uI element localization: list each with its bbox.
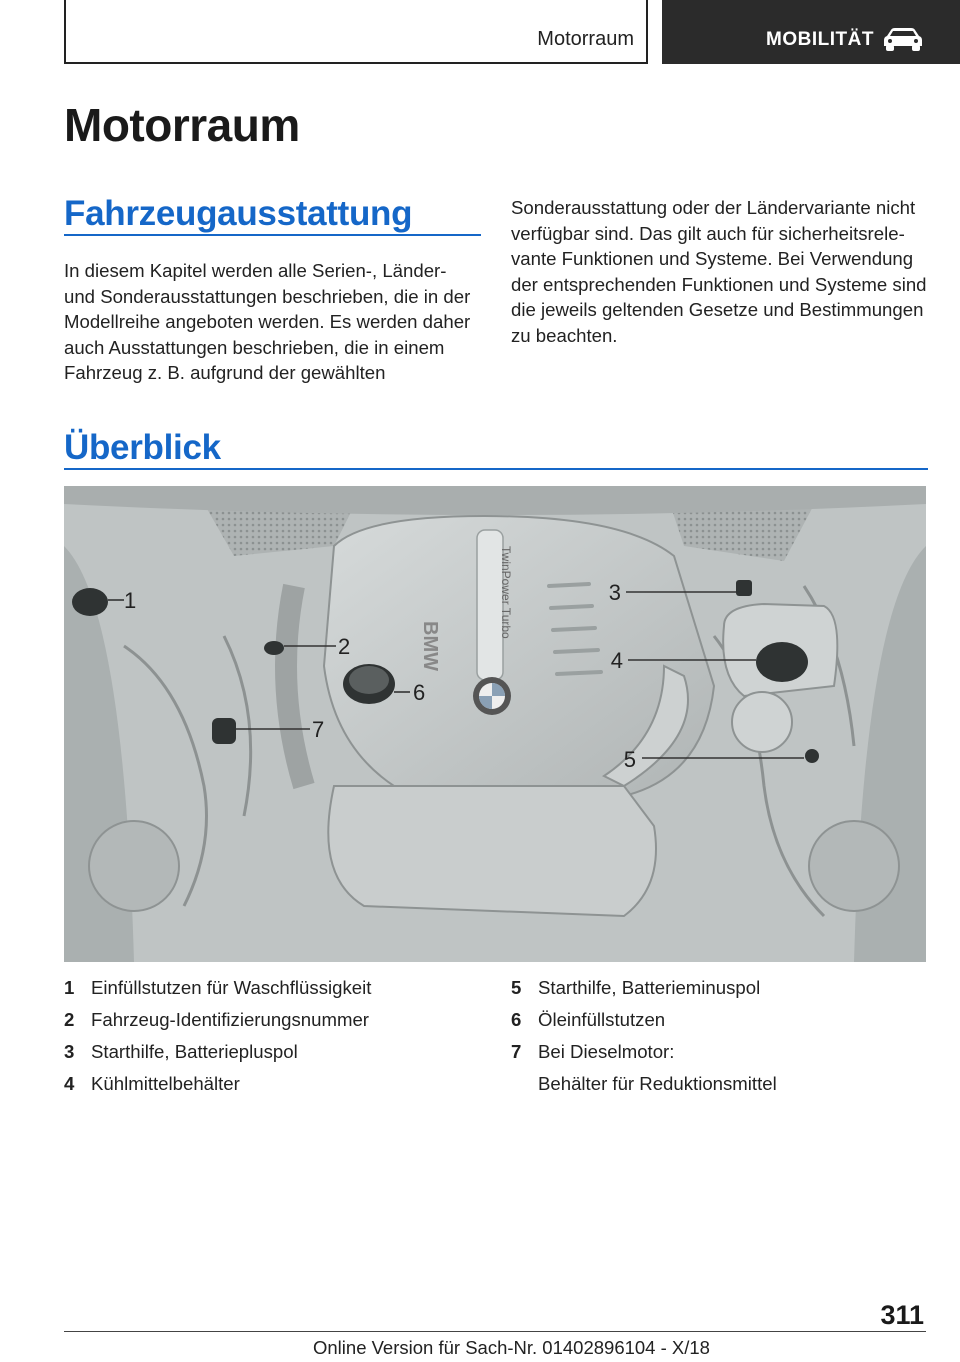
legend-number: 1 [64,977,75,998]
engine-bay-illustration [64,486,926,962]
legend-list-right [511,972,931,1100]
callout-4: 4 [610,648,623,673]
header-chapter-tab [662,0,960,64]
header-section-tab [64,0,648,64]
header-chapter-label: MOBILITÄT [766,29,874,50]
legend-list-left [64,972,484,1100]
legend-text: Starthilfe, Batteriepluspol [91,1041,298,1062]
equipment-text-col2: Sonderausstattung oder der Ländervariante nicht verfügbar sind. Das gilt auch für sicherheitsrelevante Funktionen und Systeme. Bei Verwendung der entsprechenden Funktionen und Systeme sind die jeweils geltenden Gesetze und Bestimmungen zu beachten. [511,197,927,346]
header-section-label: Motorraum [537,28,634,50]
section-heading-overview: Überblick [64,428,221,467]
legend-number: 7 [511,1041,522,1062]
legend-item [64,1036,484,1068]
footer-text: Online Version für Sach-Nr. 01402896104 - X/18 [313,1337,710,1358]
legend-text: Fahrzeug-Identifizierungsnummer [91,1009,369,1030]
legend-text: Bei Dieselmotor: [538,1041,675,1062]
callout-5: 5 [623,747,636,772]
equipment-text-col1: In diesem Kapitel werden alle Serien-, Länder- und Sonderausstattungen beschrieben, die in der Modellreihe angeboten werden. Es werden daher auch Ausstattungen beschrieben, die in einem Fahrzeug z. B. aufgrund der gewählten [64,260,471,383]
page-number: 311 [880,1300,924,1330]
engine-lettering-twinpower: TwinPower Turbo [499,546,513,639]
legend-item [64,972,484,1004]
legend-item [511,972,931,1004]
section-rule-equipment [64,234,481,236]
legend-item [511,1036,931,1100]
legend-item [64,1004,484,1036]
legend-subtext: Behälter für Reduktionsmittel [538,1073,777,1094]
legend-item [64,1068,484,1100]
legend-number: 5 [511,977,522,998]
callout-6: 6 [413,680,426,705]
legend-text: Einfüllstutzen für Waschflüssigkeit [91,977,372,998]
legend-text: Kühlmittelbehälter [91,1073,240,1094]
legend-item [511,1004,931,1036]
callout-7: 7 [312,717,325,742]
footer-rule [64,1331,926,1332]
legend-text: Starthilfe, Batterieminuspol [538,977,761,998]
section-rule-overview [64,468,928,470]
car-icon [880,26,926,54]
callout-3: 3 [608,580,621,605]
callout-1: 1 [124,588,137,613]
legend-number: 2 [64,1009,75,1030]
engine-lettering-bmw: BMW [419,621,441,671]
page-title: Motorraum [64,99,300,151]
legend-number: 4 [64,1073,75,1094]
legend-number: 3 [64,1041,75,1062]
legend-text: Öleinfüllstutzen [538,1009,666,1030]
legend-number: 6 [511,1009,522,1030]
section-heading-equipment: Fahrzeugausstattung [64,194,413,233]
callout-2: 2 [338,634,351,659]
